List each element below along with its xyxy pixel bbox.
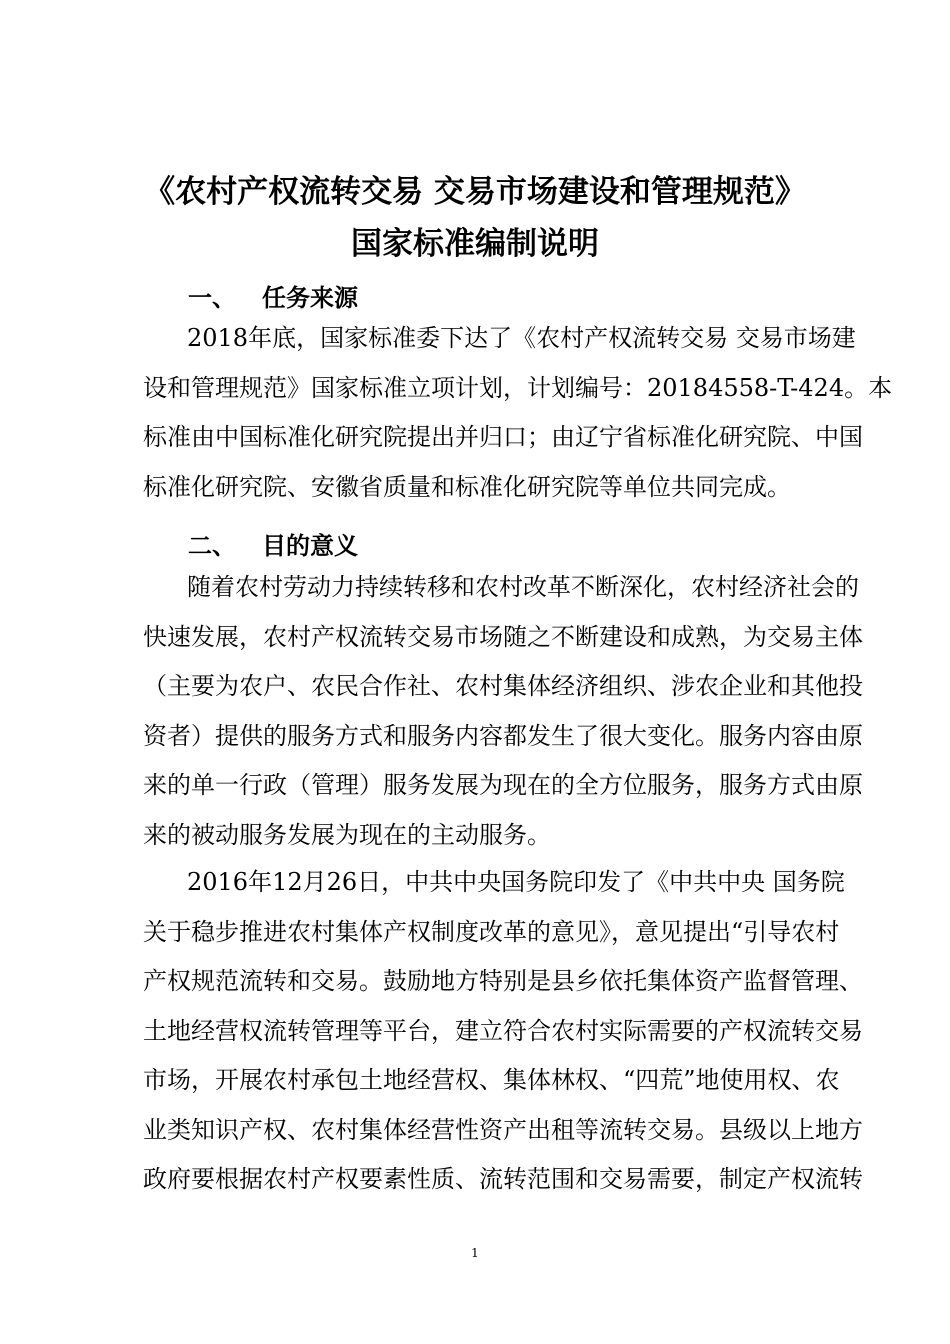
text-line: 产权规范流转和交易。鼓励地方特别是县乡依托集体资产监督管理、 — [143, 967, 863, 995]
document-title-line-2: 国家标准编制说明 — [351, 226, 599, 262]
text-line: 资者）提供的服务方式和服务内容都发生了很大变化。服务内容由原 — [143, 721, 863, 750]
text-line: 市场，开展农村承包土地经营权、集体林权、“四荒”地使用权、农 — [143, 1066, 840, 1094]
section-number: 一、 — [188, 284, 236, 312]
text-line: 来的单一行政（管理）服务发展为现在的全方位服务，服务方式由原 — [143, 771, 863, 799]
text-line: （主要为农户、农民合作社、农村集体经济组织、涉农企业和其他投 — [143, 672, 863, 700]
document-title-line-1: 《农村产权流转交易 交易市场建设和管理规范》 — [144, 174, 806, 210]
paragraph-1 — [143, 314, 893, 512]
paragraph-2 — [143, 563, 863, 860]
text-line: 随着农村劳动力持续转移和农村改革不断深化，农村经济社会的 — [187, 573, 859, 601]
text-line: 标准化研究院、安徽省质量和标准化研究院等单位共同完成。 — [143, 472, 791, 501]
section-heading-2 — [188, 526, 384, 561]
text-line: 标准由中国标准化研究院提出并归口；由辽宁省标准化研究院、中国 — [143, 423, 863, 451]
section-heading-1 — [188, 278, 384, 313]
text-line: 设和管理规范》国家标准立项计划，计划编号：20184558-T-424。本 — [143, 373, 893, 402]
text-line: 政府要根据农村产权要素性质、流转范围和交易需要，制定产权流转 — [143, 1165, 863, 1193]
page-number: 1 — [471, 1246, 479, 1260]
section-number: 二、 — [188, 532, 236, 560]
paragraph-3 — [143, 858, 863, 1205]
section-title: 目的意义 — [262, 532, 358, 560]
text-line: 来的被动服务发展为现在的主动服务。 — [143, 820, 551, 849]
text-line: 快速发展，农村产权流转交易市场随之不断建设和成熟，为交易主体 — [143, 622, 863, 651]
text-line: 2018年底，国家标准委下达了《农村产权流转交易 交易市场建 — [187, 324, 856, 352]
text-line: 2016年12月26日，中共中央国务院印发了《中共中央 国务院 — [187, 868, 845, 896]
section-title: 任务来源 — [262, 284, 358, 312]
text-line: 业类知识产权、农村集体经营性资产出租等流转交易。县级以上地方 — [143, 1115, 863, 1144]
text-line: 关于稳步推进农村集体产权制度改革的意见》，意见提出“引导农村 — [143, 917, 840, 946]
text-line: 土地经营权流转管理等平台，建立符合农村实际需要的产权流转交易 — [143, 1016, 863, 1045]
